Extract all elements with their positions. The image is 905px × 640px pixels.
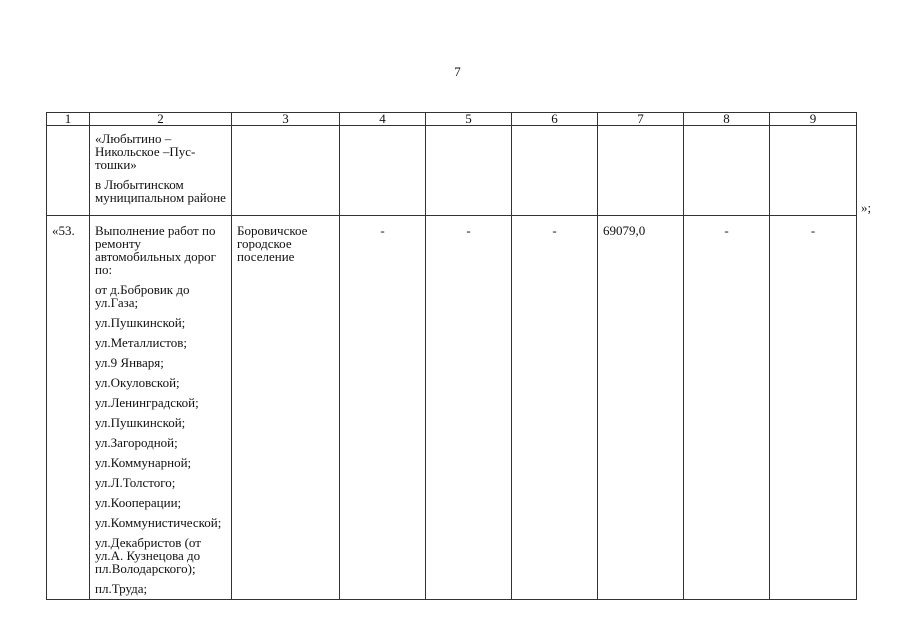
street-item: ул.Пушкинской; bbox=[95, 415, 186, 430]
header-cell-9: 9 bbox=[770, 113, 857, 126]
table-row bbox=[47, 126, 857, 216]
header-row bbox=[47, 113, 857, 126]
table-cell bbox=[598, 126, 684, 216]
street-item: ул.9 Января; bbox=[95, 355, 164, 370]
description-text: Выполнение работ по ремонту автомобильных дорог по: bbox=[95, 223, 216, 277]
header-cell-8: 8 bbox=[684, 113, 770, 126]
street-item: ул.Коммунистической; bbox=[95, 515, 222, 530]
table-cell-description bbox=[90, 126, 232, 216]
street-item: ул.Коммунарной; bbox=[95, 455, 192, 470]
table-cell bbox=[426, 126, 512, 216]
closing-quote-mark: »; bbox=[861, 200, 872, 215]
street-item: ул.Металлистов; bbox=[95, 335, 188, 350]
table-cell-amount: 69079,0 bbox=[598, 216, 684, 600]
table-cell bbox=[684, 126, 770, 216]
street-item: пл.Труда; bbox=[95, 581, 148, 596]
street-item: ул.Окуловской; bbox=[95, 375, 180, 390]
table-cell-value: - bbox=[512, 216, 598, 600]
table-cell-settlement: Боровичское городское поселение bbox=[232, 216, 340, 600]
header-cell-3: 3 bbox=[232, 113, 340, 126]
table-row bbox=[47, 216, 857, 600]
header-cell-1: 1 bbox=[47, 113, 90, 126]
row-number: «53. bbox=[47, 216, 90, 600]
table-cell bbox=[512, 126, 598, 216]
table-cell-description bbox=[90, 216, 232, 600]
data-table bbox=[46, 112, 857, 600]
table-cell-value: - bbox=[770, 216, 857, 600]
table-cell bbox=[770, 126, 857, 216]
header-cell-6: 6 bbox=[512, 113, 598, 126]
street-item: ул.Кооперации; bbox=[95, 495, 182, 510]
street-item: ул.Пушкинской; bbox=[95, 315, 186, 330]
table-cell bbox=[232, 126, 340, 216]
street-item: ул.Ленинградской; bbox=[95, 395, 199, 410]
header-cell-4: 4 bbox=[340, 113, 426, 126]
street-item: ул.Л.Толстого; bbox=[95, 475, 176, 490]
table-cell bbox=[340, 126, 426, 216]
description-text: в Любытинском муниципальном районе bbox=[95, 177, 226, 205]
table-cell-value: - bbox=[340, 216, 426, 600]
header-cell-2: 2 bbox=[90, 113, 232, 126]
header-cell-7: 7 bbox=[598, 113, 684, 126]
street-item: ул.Загородной; bbox=[95, 435, 178, 450]
page-number: 7 bbox=[454, 64, 461, 79]
description-text: «Любытино – Никольское –Пус-тошки» bbox=[95, 131, 196, 172]
table-cell-value: - bbox=[684, 216, 770, 600]
header-cell-5: 5 bbox=[426, 113, 512, 126]
street-item: от д.Бобровик до ул.Газа; bbox=[95, 282, 190, 310]
table-cell-value: - bbox=[426, 216, 512, 600]
table-cell bbox=[47, 126, 90, 216]
street-item: ул.Декабристов (от ул.А. Кузнецова до пл.Володарского); bbox=[95, 535, 201, 576]
